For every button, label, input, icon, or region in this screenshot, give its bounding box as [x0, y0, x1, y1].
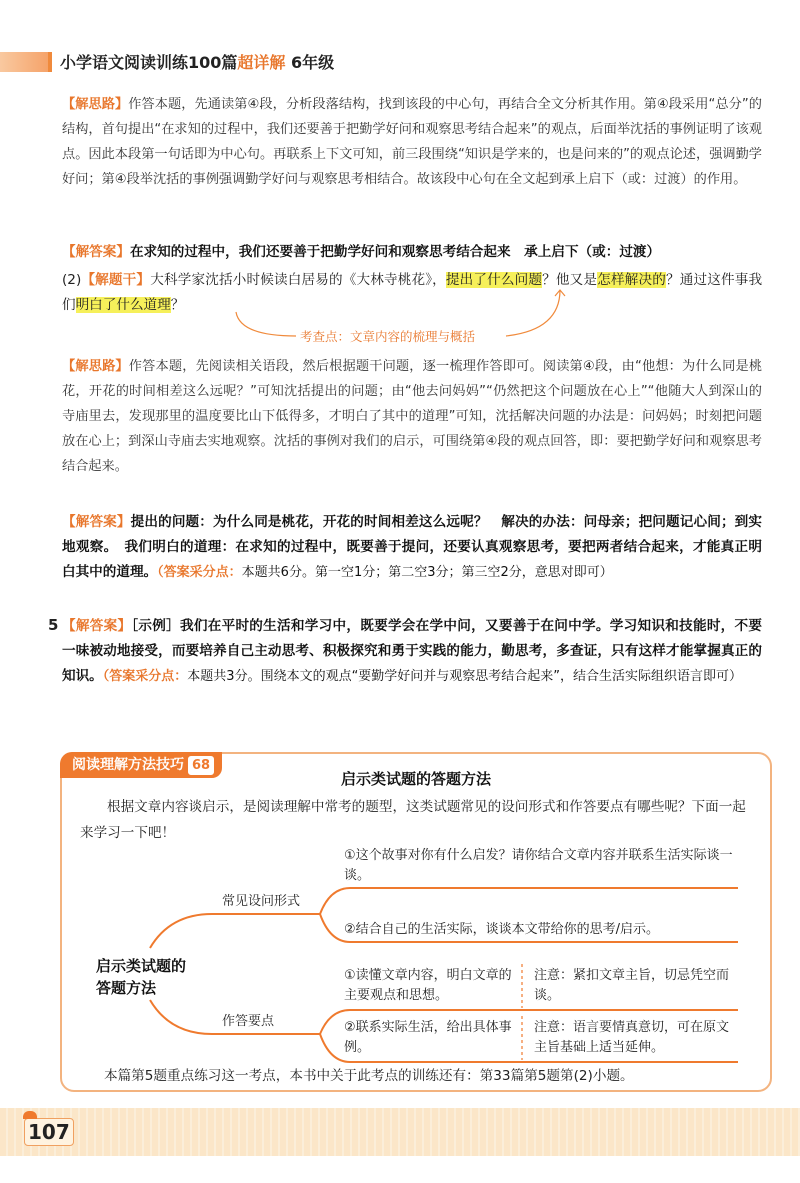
- answer-point-1: ①读懂文章内容，明白文章的主要观点和思想。: [344, 968, 512, 1003]
- box-footer-note: 本篇第5题重点练习这一考点，本书中关于此考点的训练还有：第33篇第5题第(2)小题。: [104, 1068, 634, 1084]
- exam-point-note: 考查点：文章内容的梳理与概括: [300, 329, 476, 344]
- grade-label: 6年级: [291, 53, 335, 72]
- book-title: 小学语文阅读训练100篇超详解 6年级: [60, 53, 335, 72]
- footer-band: [0, 1108, 800, 1156]
- question-number-5: 5: [48, 616, 59, 634]
- mind-map-center: 启示类试题的答题方法: [96, 957, 187, 997]
- page-number: 107: [24, 1118, 74, 1146]
- sec2-idea: 【解思路】作答本题，先阅读相关语段，然后根据题干问题，逐一梳理作答即可。阅读第④段，由“他想：为什么同是桃花，开花的时间相差这么远呢？”可知沈括提出的问题；由“他去问妈妈”“仍然把这个问题放在心上”“他随大人到深山的寺庙里去，发现那里的温度要比山下低得多，才明白了其中的道理”可知，沈括解决问题的办法是：问妈妈；时刻把问题放在心上；到深山寺庙去实地观察。沈括的事例对我们的启示，可围绕第④段的观点回答，即：要把勤学好问和观察思考结合起来。: [62, 359, 763, 474]
- method-tips-tab: 阅读理解方法技巧 68: [60, 752, 222, 778]
- answer-point-2-note: 注意：语言要情真意切，可在原文主旨基础上适当延伸。: [534, 1020, 730, 1055]
- book-title-highlight: 超详解: [237, 53, 286, 72]
- tips-number: 68: [188, 756, 214, 775]
- box-intro: 根据文章内容谈启示，是阅读理解中常考的题型，这类试题常见的设问形式和作答要点有哪些呢？下面一起来学习一下吧！: [80, 799, 746, 841]
- sec2-answer: 【解答案】提出的问题：为什么同是桃花，开花的时间相差这么远呢？ 解决的办法：问母亲；把问题记心间；到实地观察。 我们明白的道理：在求知的过程中，既要善于提问，还要认真观察思考，要把两者结合起来，才能真正明白其中的道理。（答案采分点：本题共6分。第一空1分；第二空3分；第三空2分，意思对即可）: [62, 514, 762, 580]
- question-form-1: ①这个故事对你有什么启发？请你结合文章内容并联系生活实际谈一谈。: [344, 848, 733, 883]
- highlight-question-1: 提出了什么问题: [445, 272, 543, 288]
- box-heading: 启示类试题的答题方法: [340, 770, 491, 788]
- branch-answer-points: 作答要点: [222, 1014, 275, 1029]
- sec5-answer: 【解答案】［示例］我们在平时的生活和学习中，既要学会在学中问，又要善于在问中学。学习知识和技能时，不要一味被动地接受，而要培养自己主动思考、积极探究和勇于实践的能力，勤思考，多查证，只有这样才能掌握真正的知识。（答案采分点：本题共3分。围绕本文的观点“要勤学好问并与观察思考结合起来”，结合生活实际组织语言即可）: [62, 618, 763, 684]
- answer-point-2: ②联系实际生活，给出具体事例。: [344, 1020, 512, 1055]
- sec1-idea: 【解思路】作答本题，先通读第④段，分析段落结构，找到该段的中心句，再结合全文分析其作用。第④段采用“总分”的结构，首句提出“在求知的过程中，我们还要善于把勤学好问和观察思考结合起来”的观点，后面举沈括的事例证明了该观点。因此本段第一句话即为中心句。再联系上下文可知，前三段围绕“知识是学来的，也是问来的”的观点论述，强调勤学好问；第④段举沈括的事例强调勤学好问与观察思考相结合。故该段中心句在全文起到承上启下（或：过渡）的作用。: [62, 97, 762, 187]
- sec2-stem: (2)【解题干】大科学家沈括小时候读白居易的《大林寺桃花》，提出了什么问题？他又是怎样解决的？通过这件事我们明白了什么道理？: [62, 272, 763, 313]
- highlight-question-3: 明白了什么道理: [75, 297, 171, 313]
- sec1-answer: 【解答案】在求知的过程中，我们还要善于把勤学好问和观察思考结合起来 承上启下（或：过渡）: [62, 244, 661, 260]
- answer-point-1-note: 注意：紧扣文章主旨，切忌凭空而谈。: [534, 968, 730, 1003]
- question-form-2: ②结合自己的生活实际，谈谈本文带给你的思考/启示。: [344, 922, 660, 937]
- highlight-question-2: 怎样解决的: [597, 272, 666, 288]
- branch-question-forms: 常见设问形式: [222, 894, 301, 909]
